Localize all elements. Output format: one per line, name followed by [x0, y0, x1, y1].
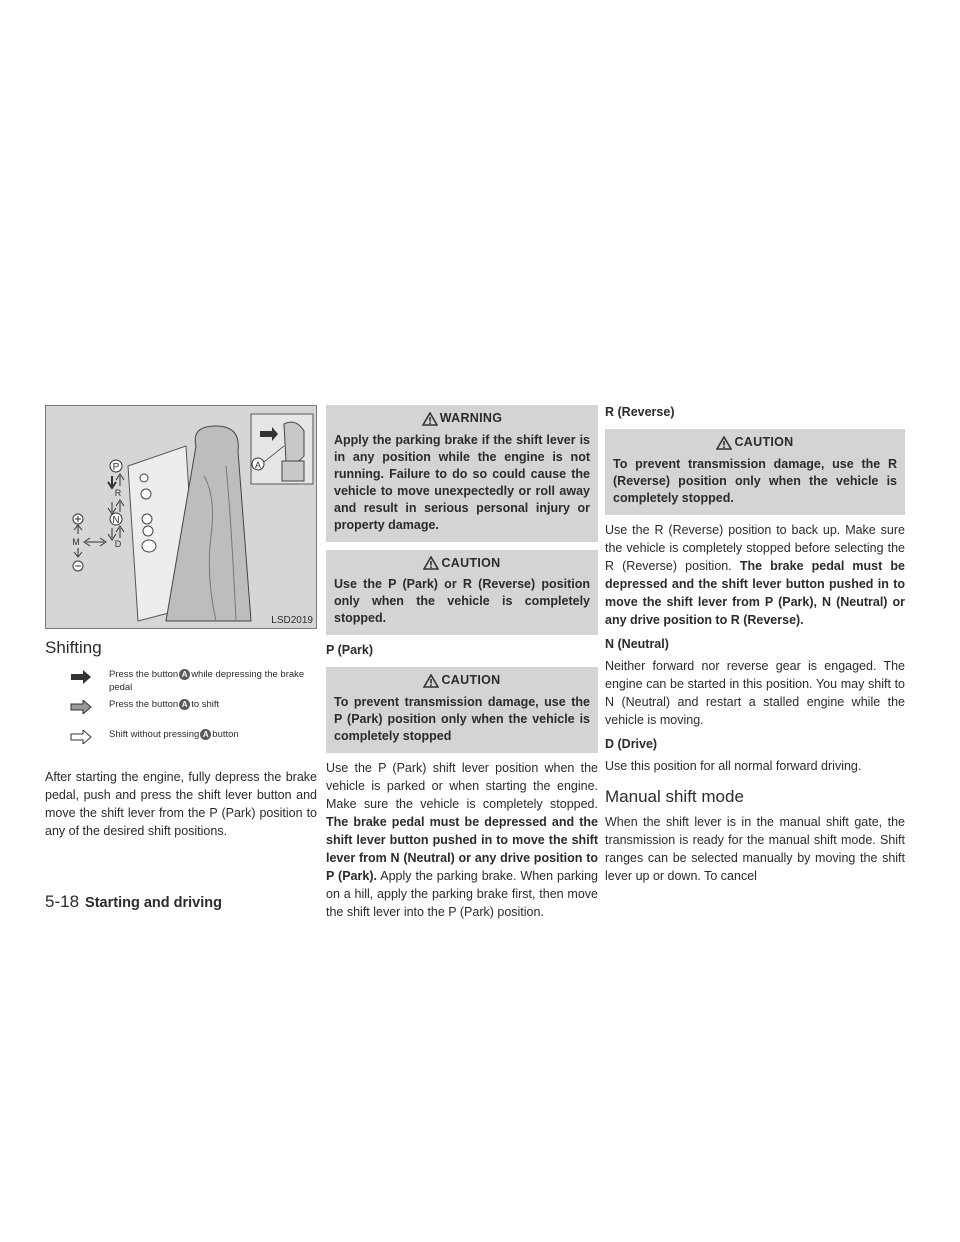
park-text: Apply the parking brake. When parking on a hill, apply the parking brake first, then move the shift lever into the P (Park) position. — [326, 869, 598, 920]
caution-box — [326, 550, 598, 636]
page-footer — [45, 892, 222, 912]
callout-a-label: A — [254, 460, 262, 470]
caution-title: CAUTION — [441, 555, 501, 570]
manual-paragraph: When the shift lever is in the manual shift gate, the transmission is ready for the manual shift mode. Shift ranges can be selected manually by moving the shift lever up or down. To cancel — [605, 814, 905, 883]
caution-text: To prevent transmission damage, use the P (Park) position only when the vehicle is completely stopped — [334, 695, 590, 744]
button-a-badge: A — [179, 699, 190, 710]
shift-lever-figure — [45, 405, 317, 629]
figure-code: LSD2019 — [271, 615, 313, 626]
drive-heading: D (Drive) — [605, 736, 658, 751]
hatched-arrow-icon — [69, 700, 93, 714]
warning-triangle-icon — [422, 412, 438, 426]
legend-item — [45, 668, 317, 698]
legend-text: while depressing the brake pedal — [109, 669, 305, 693]
park-text-bold: The brake pedal must be depressed and the shift lever button pushed in to move the shift lever from N (Neutral) or any drive position to P (Park). — [326, 815, 598, 884]
gear-n-label: N — [112, 515, 120, 526]
solid-arrow-icon — [69, 670, 93, 684]
legend-text: Shift without pressing — [109, 729, 200, 740]
park-text: Use the P (Park) shift lever position when the vehicle is parked or when starting the engine. Make sure the vehicle is completely stopped. — [326, 761, 598, 812]
warning-triangle-icon — [716, 436, 732, 450]
button-a-badge: A — [200, 729, 211, 740]
button-a-badge: A — [179, 669, 190, 680]
outline-arrow-icon — [69, 730, 93, 744]
caution-text: To prevent transmission damage, use the R (Reverse) position only when the vehicle is completely stopped. — [613, 456, 897, 505]
warning-text: Apply the parking brake if the shift lever is in any position while the engine is not running. Failure to do so could cause the vehicle to move unexpectedly or roll away and result in serious personal injury or property damage. — [334, 432, 590, 532]
legend-text: button — [212, 729, 239, 740]
caution-title: CAUTION — [734, 435, 794, 449]
gear-m-label: M — [72, 537, 80, 547]
reverse-paragraph — [605, 521, 905, 629]
page-number: 5-18 — [45, 892, 80, 911]
neutral-heading: N (Neutral) — [605, 636, 669, 651]
park-paragraph — [326, 759, 598, 921]
gear-r-label: R — [114, 488, 122, 498]
warning-title: WARNING — [439, 411, 503, 425]
legend-item — [45, 698, 317, 728]
column-1 — [45, 638, 317, 840]
section-title-shifting: Shifting — [45, 638, 102, 657]
warning-box — [326, 405, 598, 542]
warning-triangle-icon — [423, 674, 439, 688]
reverse-text: Use the R (Reverse) position to back up. Make sure the vehicle is completely stopped before selecting the R (Reverse) position. — [605, 522, 905, 573]
shift-legend — [45, 668, 317, 758]
column-2 — [326, 405, 598, 921]
footer-section: Starting and driving — [85, 895, 222, 911]
legend-item — [45, 728, 317, 758]
section-title-manual: Manual shift mode — [605, 786, 744, 806]
caution-title: CAUTION — [441, 673, 501, 688]
shift-lever-illustration — [46, 406, 316, 628]
reverse-text-bold: The brake pedal must be depressed and the shift lever button pushed in to move the shift lever from P (Park), N (Neutral) or any drive position to R (Reverse). — [605, 558, 905, 627]
neutral-paragraph: Neither forward nor reverse gear is engaged. The engine can be started in this position. You may shift to N (Neutral) and restart a stalled engine while the vehicle is moving. — [605, 658, 905, 727]
warning-triangle-icon — [423, 556, 439, 570]
shifting-paragraph: After starting the engine, fully depress the brake pedal, push and press the shift lever button and move the shift lever from the P (Park) position to any of the desired shift positions. — [45, 770, 317, 838]
caution-box — [326, 667, 598, 753]
gear-p-label: P — [112, 462, 120, 473]
reverse-heading: R (Reverse) — [605, 405, 675, 419]
caution-text: Use the P (Park) or R (Reverse) position only when the vehicle is completely stopped. — [334, 577, 590, 626]
column-3 — [605, 405, 905, 885]
park-heading: P (Park) — [326, 643, 374, 658]
caution-box — [605, 429, 905, 515]
legend-text: Press the button — [109, 699, 179, 710]
gear-d-label: D — [114, 539, 122, 549]
drive-paragraph: Use this position for all normal forward driving. — [605, 758, 862, 773]
legend-text: to shift — [191, 699, 220, 710]
legend-text: Press the button — [109, 669, 179, 680]
